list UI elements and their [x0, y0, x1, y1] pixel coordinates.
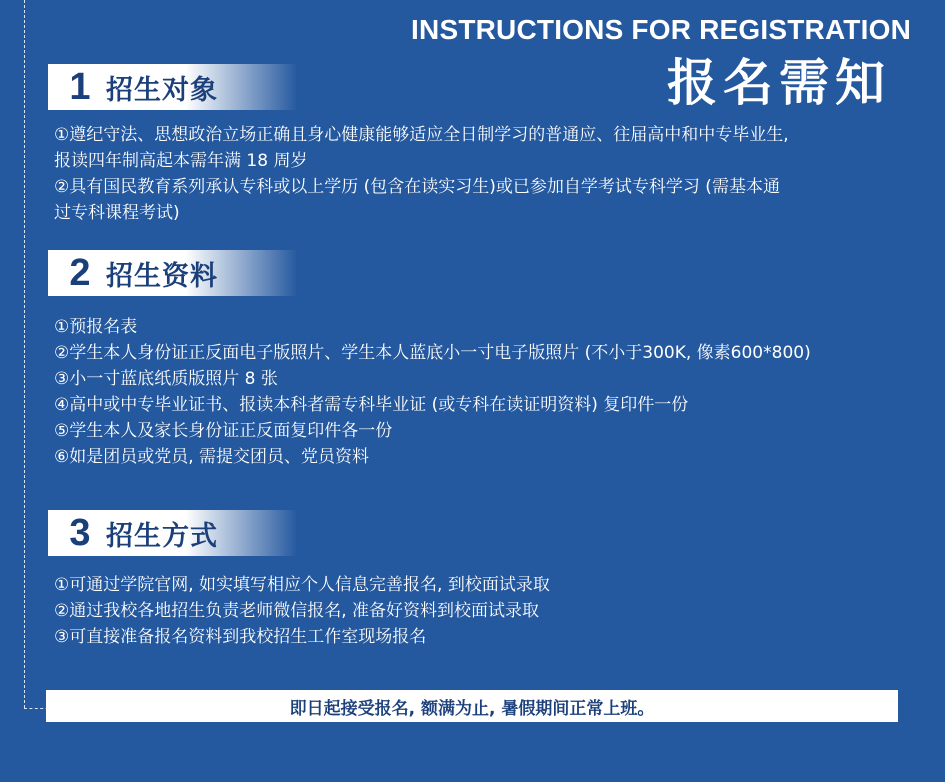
frame-dashed-line-vertical	[24, 0, 25, 708]
section-3-title: 招生方式	[106, 520, 218, 552]
section-2-line: ⑥如是团员或党员, 需提交团员、党员资料	[54, 447, 370, 467]
section-2-heading	[48, 250, 298, 296]
section-2-line: ③小一寸蓝底纸质版照片 8 张	[54, 369, 278, 389]
section-1-line: 过专科课程考试)	[54, 203, 180, 223]
section-2-line: ①预报名表	[54, 317, 138, 337]
section-2-line: ⑤学生本人及家长身份证正反面复印件各一份	[54, 421, 393, 441]
section-2-line: ④高中或中专毕业证书、报读本科者需专科毕业证 (或专科在读证明资料) 复印件一份	[54, 395, 689, 415]
section-1-line: 报读四年制高起本需年满 18 周岁	[54, 151, 308, 171]
section-1-heading	[48, 64, 298, 110]
section-1-line: ①遵纪守法、思想政治立场正确且身心健康能够适应全日制学习的普通应、往届高中和中专毕业生,	[54, 125, 789, 145]
notice-banner	[46, 690, 898, 722]
section-2-body	[54, 314, 905, 470]
section-3-body	[54, 572, 905, 650]
header-title-en: INSTRUCTIONS FOR REGISTRATION	[411, 14, 911, 45]
section-3-line: ③可直接准备报名资料到我校招生工作室现场报名	[54, 627, 427, 647]
section-3-heading	[48, 510, 298, 556]
section-2-title: 招生资料	[106, 260, 218, 292]
notice-banner-text: 即日起接受报名, 额满为止, 暑假期间正常上班。	[289, 698, 655, 719]
section-1-title: 招生对象	[106, 74, 218, 106]
section-3-line: ①可通过学院官网, 如实填写相应个人信息完善报名, 到校面试录取	[54, 575, 550, 595]
section-2-number: 2	[69, 251, 91, 294]
section-1-line: ②具有国民教育系列承认专科或以上学历 (包含在读实习生)或已参加自学考试专科学习 (需基本通	[54, 177, 780, 197]
section-1-body	[54, 122, 905, 226]
section-2-line: ②学生本人身份证正反面电子版照片、学生本人蓝底小一寸电子版照片 (不小于300K, 像素600*800)	[54, 343, 811, 363]
section-3-line: ②通过我校各地招生负责老师微信报名, 准备好资料到校面试录取	[54, 601, 540, 621]
section-3-number: 3	[69, 511, 91, 554]
section-1-number: 1	[69, 65, 91, 108]
page-header	[411, 12, 911, 114]
header-title-cn: 报名需知	[667, 54, 891, 112]
